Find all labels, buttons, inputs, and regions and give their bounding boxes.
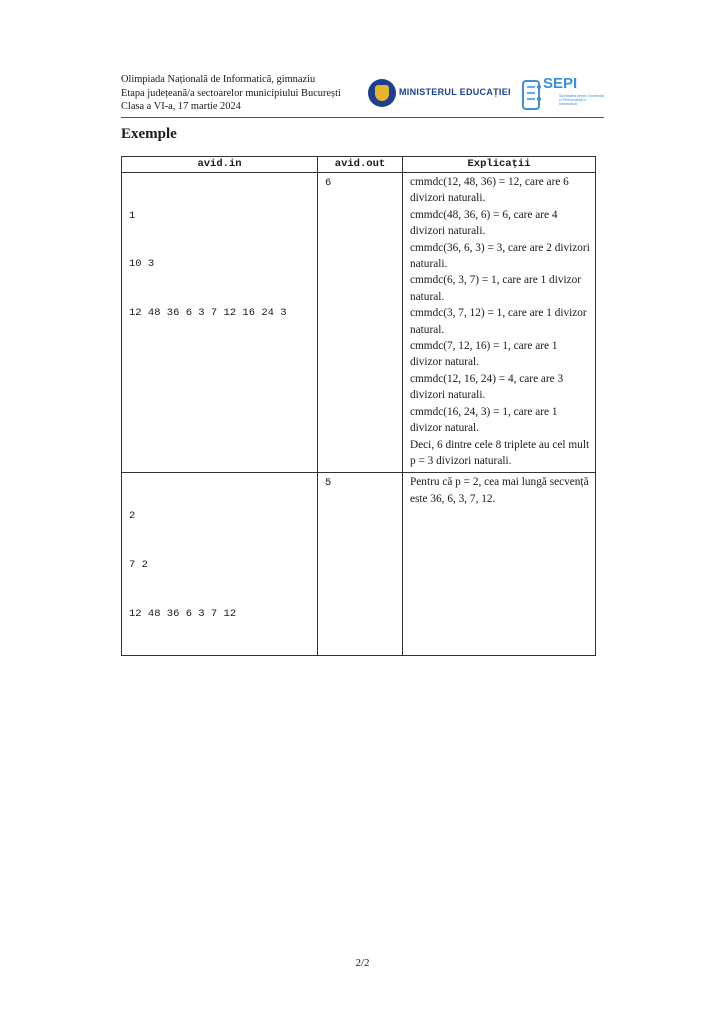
- input-line: 12 48 36 6 3 7 12 16 24 3: [129, 307, 287, 320]
- sepi-logo-subtitle: Societatea pentru Excelență și Performanță în Informatică: [559, 94, 604, 107]
- section-title: Exemple: [121, 126, 177, 142]
- input-cell: [122, 173, 318, 473]
- header-text: [121, 73, 341, 114]
- explanation-line: cmmdc(12, 16, 24) = 4, care are 3 divizori naturali.: [410, 372, 564, 402]
- explanation-line: cmmdc(48, 36, 6) = 6, care are 4 divizori naturali.: [410, 208, 558, 238]
- column-header-explanation: Explicații: [403, 157, 596, 173]
- header-class-date: Clasa a VI-a, 17 martie 2024: [121, 101, 241, 112]
- ministry-logo-text: MINISTERUL EDUCAȚIEI: [399, 87, 511, 97]
- explanation-line: cmmdc(6, 3, 7) = 1, care are 1 divizor natural.: [410, 274, 582, 303]
- output-value: 5: [325, 477, 332, 490]
- explanation-line: Pentru că p = 2, cea mai lungă secvență este 36, 6, 3, 7, 12.: [410, 476, 589, 505]
- explanation-conclusion: Deci, 6 dintre cele 8 triplete au cel mult p = 3 divizori naturali.: [410, 438, 590, 467]
- page-number: 2/2: [355, 957, 370, 969]
- explanation-cell: [403, 473, 596, 655]
- header-stage: Etapa județeană/a sectoarelor municipiului București: [121, 87, 341, 99]
- ministry-logo: [368, 79, 518, 109]
- explanation-line: cmmdc(36, 6, 3) = 3, care are 2 divizori naturali.: [410, 241, 590, 271]
- explanation-line: cmmdc(12, 48, 36) = 12, care are 6 divizori naturali.: [410, 176, 569, 205]
- input-line: 10 3: [129, 258, 155, 271]
- header-divider: [121, 117, 604, 118]
- header-olympiad: Olimpiada Națională de Informatică, gimnaziu: [121, 74, 316, 85]
- coat-of-arms-icon: [368, 79, 396, 107]
- input-cell: [122, 473, 318, 655]
- column-header-output: avid.out: [318, 157, 403, 173]
- table-row: [122, 173, 596, 473]
- table-row: [122, 473, 596, 655]
- output-cell: [318, 473, 403, 655]
- explanation-line: cmmdc(3, 7, 12) = 1, care are 1 divizor natural.: [410, 307, 587, 336]
- input-line: 2: [129, 509, 136, 522]
- explanation-line: cmmdc(16, 24, 3) = 1, care are 1 divizor natural.: [410, 405, 558, 435]
- table-header-row: [122, 157, 596, 173]
- sepi-logo-text: SEPI: [543, 75, 578, 92]
- explanation-cell: [403, 173, 596, 473]
- input-line: 12 48 36 6 3 7 12: [129, 607, 237, 620]
- explanation-line: cmmdc(7, 12, 16) = 1, care are 1 divizor natural.: [410, 340, 558, 369]
- input-line: 7 2: [129, 558, 148, 571]
- sepi-logo: [521, 75, 605, 113]
- output-cell: [318, 173, 403, 473]
- column-header-input: avid.in: [122, 157, 318, 173]
- examples-table: [121, 156, 596, 656]
- circuit-icon: [521, 77, 543, 113]
- input-line: 1: [129, 209, 136, 222]
- output-value: 6: [325, 177, 332, 189]
